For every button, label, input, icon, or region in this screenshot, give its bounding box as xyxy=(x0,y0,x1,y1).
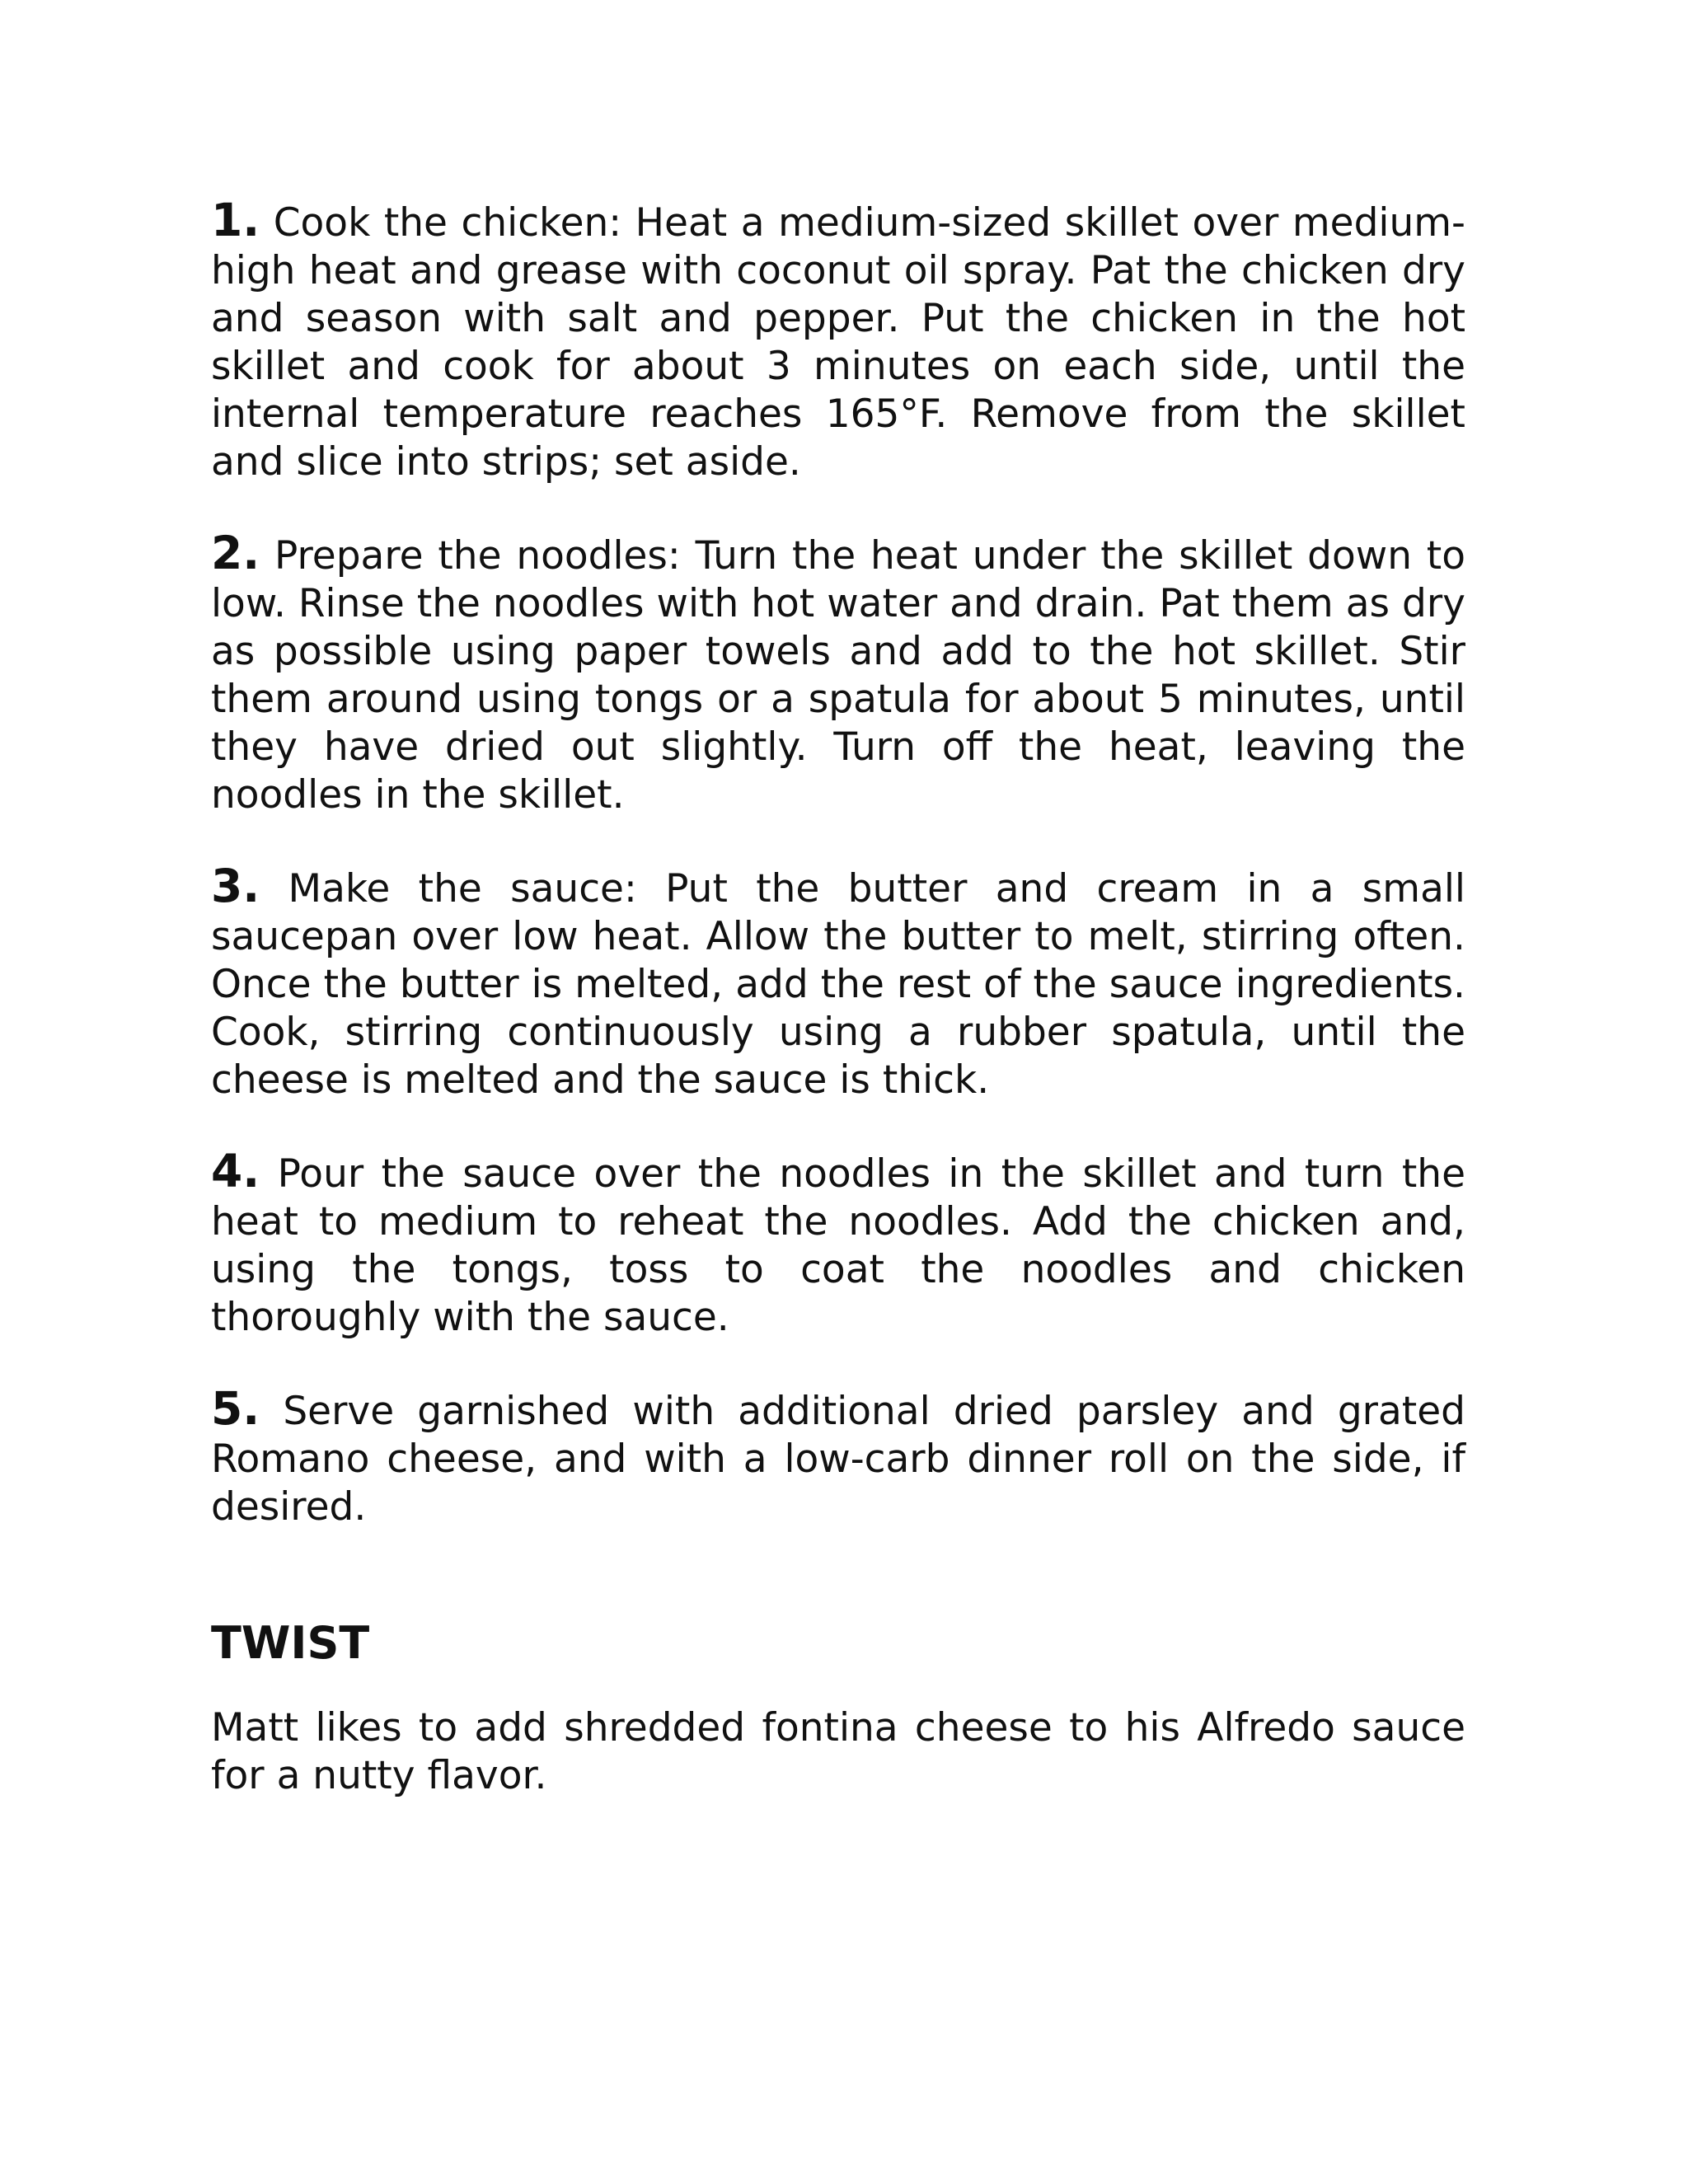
step-number: 2. xyxy=(211,527,260,579)
twist-heading: TWIST xyxy=(211,1617,370,1669)
step-text: Cook the chicken: Heat a medium-sized skillet over medium-high heat and grease with coconut oil spray. Pat the chicken dry and season with salt and pepper. Put the chicken in the hot skillet and cook for about 3 minutes on each side, until the internal temperature reaches 165°F. Remove from the skillet and slice into strips; set aside. xyxy=(211,200,1465,485)
step-3 xyxy=(211,862,1465,1104)
step-2 xyxy=(211,529,1465,819)
step-number: 4. xyxy=(211,1145,260,1197)
step-number: 1. xyxy=(211,194,260,246)
step-text: Prepare the noodles: Turn the heat under the skillet down to low. Rinse the noodles with hot water and drain. Pat them as dry as possible using paper towels and add to the hot skillet. Stir them around using tongs or a spatula for about 5 minutes, until they have dried out slightly. Turn off the heat, leaving the noodles in the skillet. xyxy=(211,533,1465,818)
step-4 xyxy=(211,1147,1465,1342)
step-number: 3. xyxy=(211,860,260,912)
step-number: 5. xyxy=(211,1382,260,1435)
twist-text: Matt likes to add shredded fontina cheese to his Alfredo sauce for a nutty flavor. xyxy=(211,1705,1465,1798)
step-text: Make the sauce: Put the butter and cream in a small saucepan over low heat. Allow the butter to melt, stirring often. Once the butter is melted, add the rest of the sauce ingredients. Cook, stirring continuously using a rubber spatula, until the cheese is melted and the sauce is thick. xyxy=(211,866,1465,1103)
step-5 xyxy=(211,1382,1465,1531)
recipe-page xyxy=(211,196,1465,1800)
step-text: Pour the sauce over the noodles in the skillet and turn the heat to medium to reheat the noodles. Add the chicken and, using the tongs, toss to coat the noodles and chicken thoroughly with the sauce. xyxy=(211,1151,1465,1340)
step-text: Serve garnished with additional dried parsley and grated Romano cheese, and with a low-carb dinner roll on the side, if desired. xyxy=(211,1389,1465,1530)
step-1 xyxy=(211,196,1465,486)
